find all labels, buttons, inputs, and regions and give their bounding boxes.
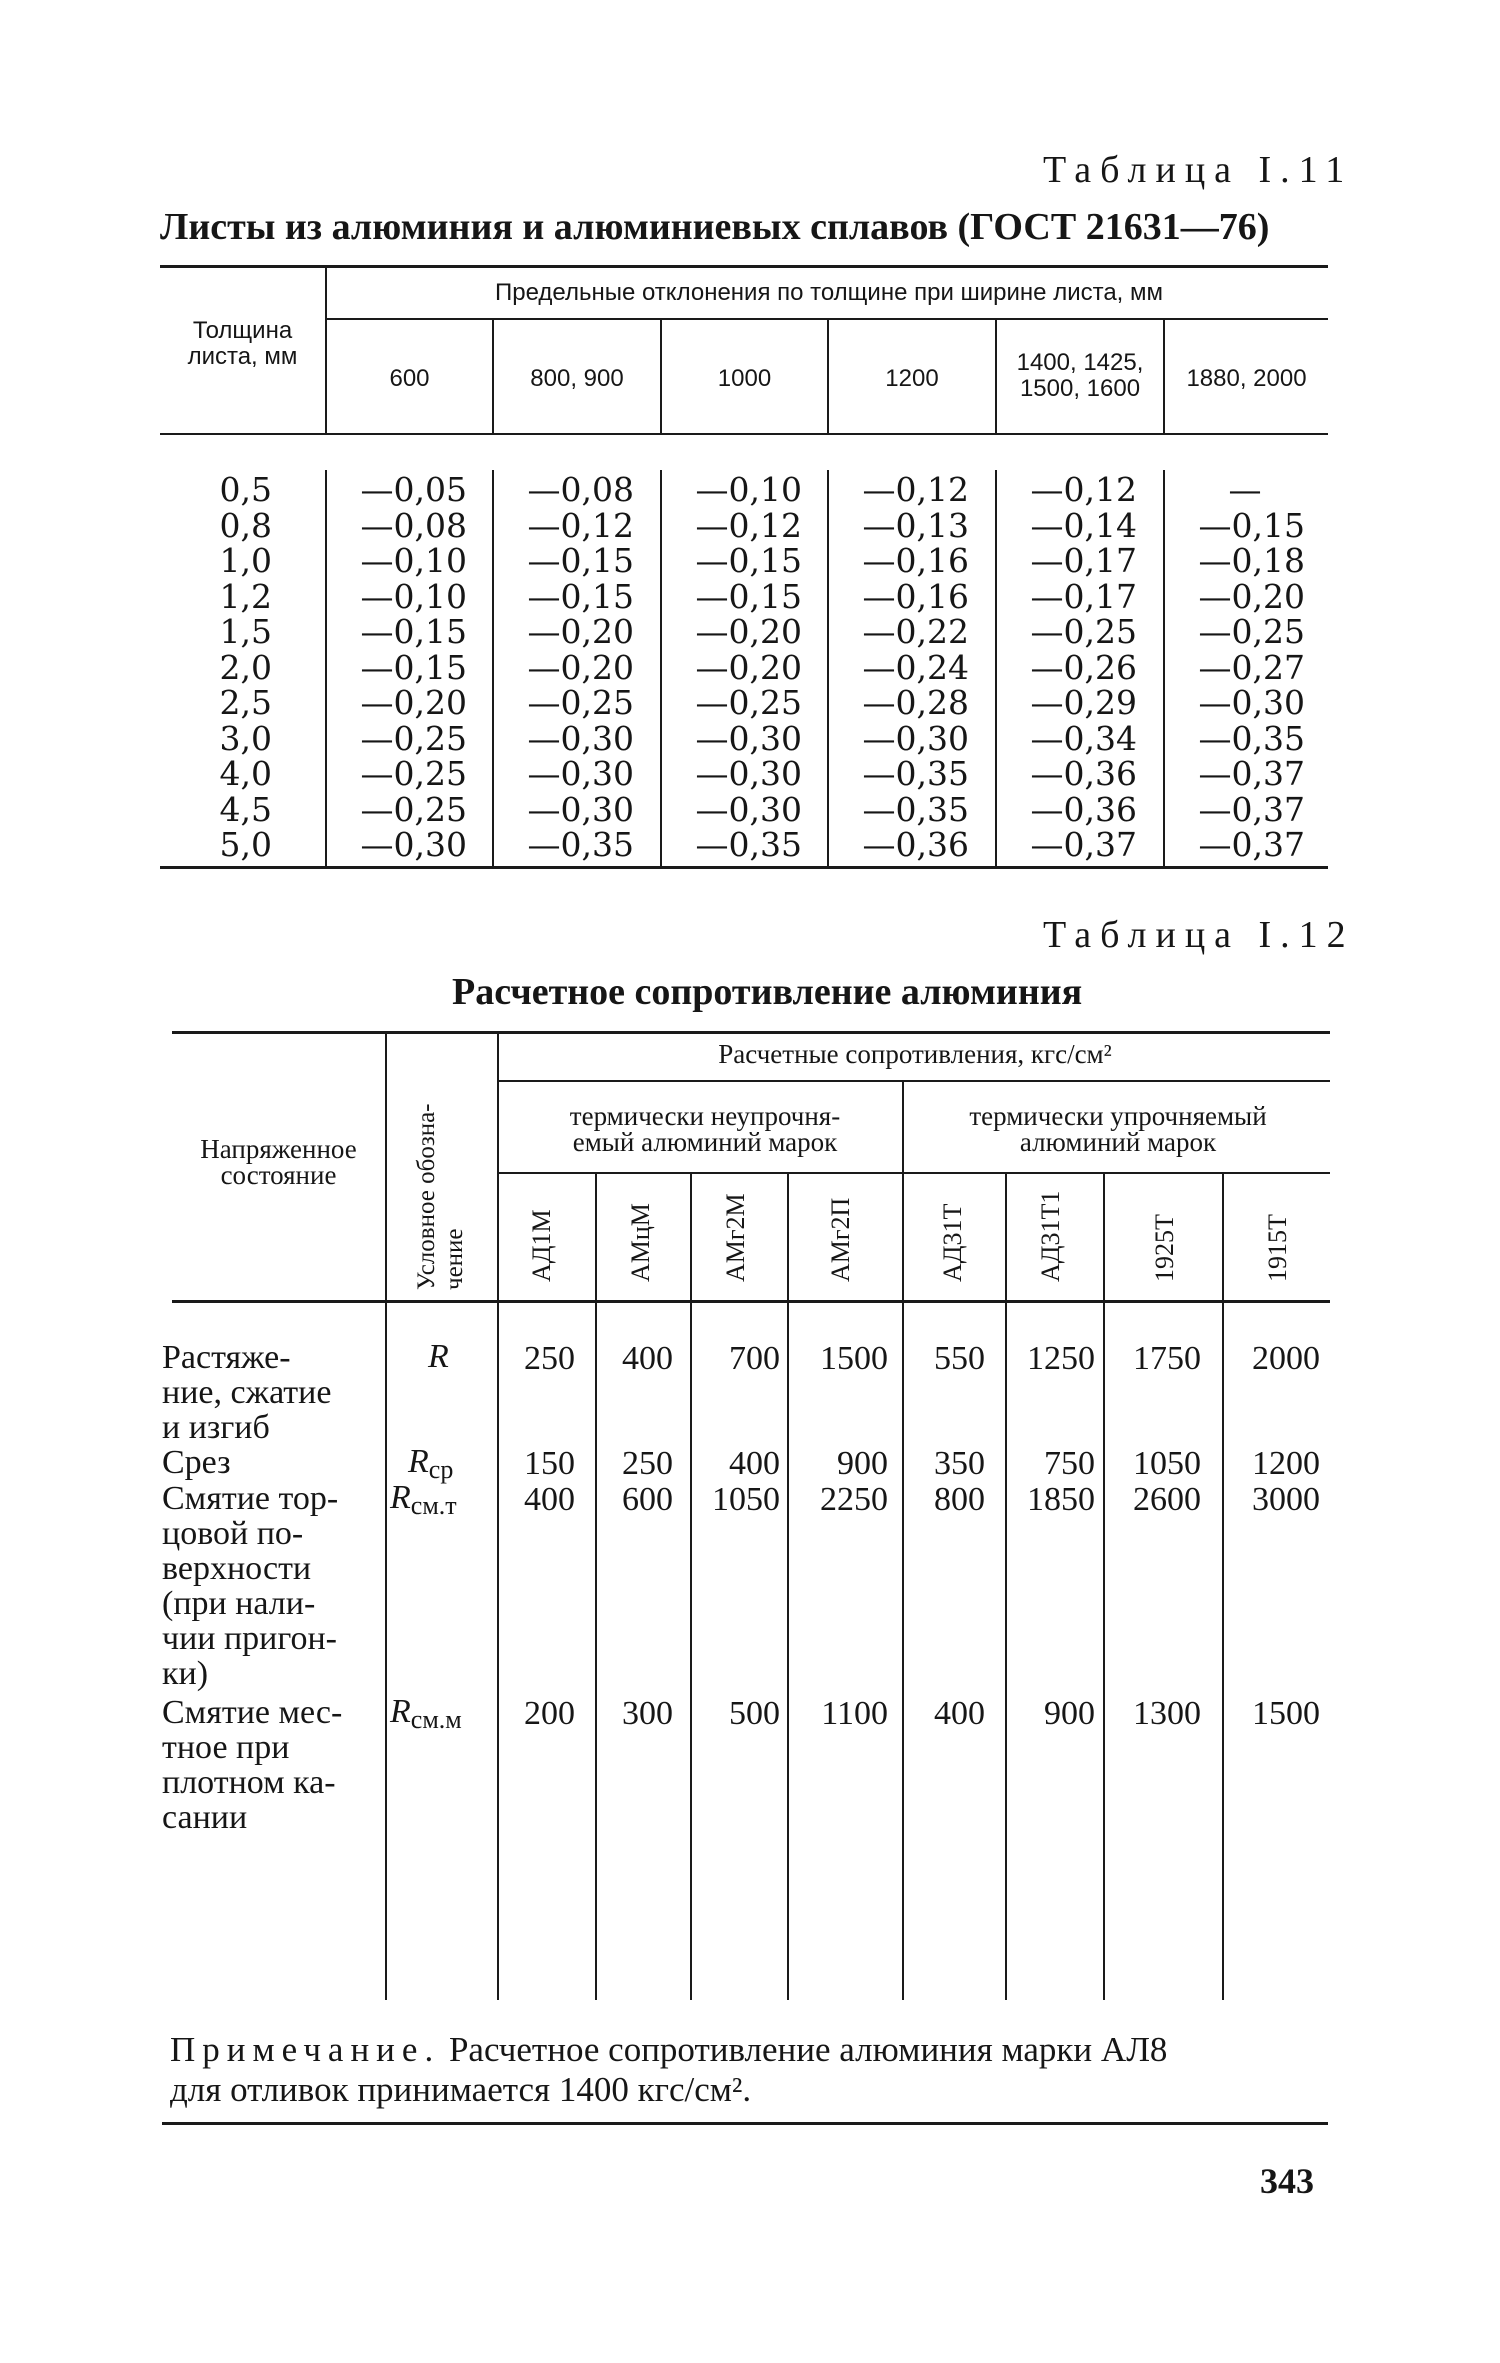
table2-title: Расчетное сопротивление алюминия: [452, 971, 1083, 1013]
t2-vline: [1222, 1303, 1224, 2000]
deviation-cell: —0,37: [1030, 825, 1137, 864]
symbol-subscript: ср: [428, 1455, 454, 1484]
thickness-cell: 0,8: [219, 505, 272, 545]
value-cell: 200: [524, 1695, 575, 1732]
deviation-cell: —0,35: [527, 825, 634, 864]
deviation-cell: —0,16: [862, 541, 969, 580]
thickness-cell: 2,0: [219, 647, 272, 687]
deviation-cell: —: [1228, 470, 1262, 509]
deviation-column-1200: [829, 472, 969, 863]
deviation-cell: —0,17: [1030, 576, 1137, 616]
value-cell: 900: [1044, 1695, 1095, 1732]
state-cell: Срез: [162, 1444, 231, 1481]
deviation-cell: —0,15: [695, 541, 802, 580]
deviation-cell: —0,17: [1030, 541, 1137, 580]
value-cell: 1750: [1133, 1340, 1201, 1377]
deviation-cell: —0,27: [1198, 647, 1305, 687]
resistance-group-header: Расчетные сопротивления, кгс/см²: [718, 1039, 1112, 1069]
table1-caption: Таблица I.11: [1043, 149, 1354, 191]
symbol-cell: [428, 1338, 449, 1380]
thickness-cell: 0,5: [219, 470, 272, 509]
deviation-cell: —0,25: [360, 718, 467, 758]
deviation-cell: —0,15: [527, 541, 634, 580]
deviation-cell: —0,30: [527, 718, 634, 758]
deviation-cell: —0,20: [695, 612, 802, 651]
non-hardened-subheader: термически неупрочня- емый алюминий марок: [569, 1101, 841, 1157]
deviation-cell: —0,36: [862, 825, 969, 864]
deviation-cell: —0,37: [1198, 789, 1305, 829]
deviation-column-600: [327, 472, 467, 863]
width-header-1400-1600: 1400, 1425, 1500, 1600: [1016, 349, 1144, 402]
deviation-cell: —0,15: [360, 647, 467, 687]
note: [170, 2030, 1167, 2070]
t2-vline: [385, 1034, 387, 1300]
thickness-cell: 4,5: [219, 789, 272, 829]
deviation-column-1000: [662, 472, 802, 863]
deviation-cell: —0,37: [1198, 754, 1305, 793]
table2-header-rule: [172, 1300, 1330, 1303]
value-cell: 2250: [820, 1481, 888, 1518]
value-cell: 400: [524, 1481, 575, 1518]
deviation-cell: —0,25: [695, 683, 802, 722]
deviation-cell: —0,30: [360, 825, 467, 864]
width-header-600: 600: [389, 365, 430, 392]
deviation-cell: —0,16: [862, 576, 969, 616]
value-cell: 250: [622, 1445, 673, 1482]
deviation-cell: —0,30: [527, 789, 634, 829]
value-cell: 1500: [820, 1340, 888, 1377]
value-cell: 1850: [1027, 1481, 1095, 1518]
value-cell: 1300: [1133, 1695, 1201, 1732]
deviation-cell: —0,15: [527, 576, 634, 616]
deviation-cell: —0,15: [360, 612, 467, 651]
deviation-cell: —0,28: [862, 683, 969, 722]
thickness-cell: 1,5: [219, 612, 272, 651]
deviation-cell: —0,14: [1030, 505, 1137, 545]
state-cell: Смятие тор- цовой по- верхности (при нали- чии пригон- ки): [162, 1480, 339, 1692]
symbol-cell: [390, 1693, 462, 1735]
width-header-1200: 1200: [885, 365, 939, 392]
value-cell: 400: [729, 1445, 780, 1482]
deviation-cell: —0,30: [527, 754, 634, 793]
symbol-subscript: см.т: [410, 1491, 457, 1520]
table2-grade-rule: [498, 1172, 1330, 1174]
deviation-cell: —0,13: [862, 505, 969, 545]
deviation-cell: —0,22: [862, 612, 969, 651]
value-cell: 1200: [1252, 1445, 1320, 1482]
value-cell: 1250: [1027, 1340, 1095, 1377]
thickness-cell: 1,2: [219, 576, 272, 616]
thickness-cell: 1,0: [219, 541, 272, 580]
value-cell: 2000: [1252, 1340, 1320, 1377]
t2-vline: [385, 1303, 387, 2000]
deviation-cell: —0,20: [527, 612, 634, 651]
deviation-cell: —0,20: [360, 683, 467, 722]
deviation-cell: —0,08: [527, 470, 634, 509]
symbol-subscript: см.м: [410, 1705, 462, 1734]
grade-label: АД31Т1: [1036, 1190, 1065, 1282]
grade-label: 1915Т: [1263, 1214, 1292, 1282]
value-cell: 1050: [1133, 1445, 1201, 1482]
state-header: Напряженное состояние: [200, 1134, 357, 1190]
deviation-cell: —0,20: [695, 647, 802, 687]
width-header-800-900: 800, 900: [530, 365, 624, 392]
width-header-1000: 1000: [717, 365, 772, 392]
value-cell: 1050: [712, 1481, 780, 1518]
note-line2: для отливок принимается 1400 кгс/см².: [170, 2070, 752, 2109]
deviation-cell: —0,36: [1030, 789, 1137, 829]
value-cell: 750: [1044, 1445, 1095, 1482]
t2-vline: [1222, 1174, 1224, 1300]
width-header-1880-2000: 1880, 2000: [1186, 365, 1307, 392]
t2-vline: [497, 1034, 499, 1300]
value-cell: 250: [524, 1340, 575, 1377]
thickness-cell: 4,0: [219, 754, 272, 793]
deviation-cell: —0,12: [527, 505, 634, 545]
table1-bottom-rule: [160, 866, 1328, 869]
value-cell: 700: [729, 1340, 780, 1377]
value-cell: 350: [934, 1445, 985, 1482]
deviation-cell: —0,30: [862, 718, 969, 758]
t2-vline: [1005, 1174, 1007, 1300]
table1-title: Листы из алюминия и алюминиевых сплавов (ГОСТ 21631—76): [160, 206, 1270, 248]
deviation-cell: —0,30: [695, 718, 802, 758]
deviation-cell: —0,10: [360, 541, 467, 580]
deviation-cell: —0,18: [1198, 541, 1305, 580]
t2-vline: [787, 1303, 789, 2000]
deviation-cell: —0,20: [1198, 576, 1305, 616]
deviation-cell: —0,25: [1030, 612, 1137, 651]
symbol-main: R: [408, 1443, 429, 1480]
deviation-cell: —0,34: [1030, 718, 1137, 758]
t2-vline: [1103, 1303, 1105, 2000]
note-rule: [162, 2122, 1328, 2125]
value-cell: 1500: [1252, 1695, 1320, 1732]
table2-top-rule: [172, 1031, 1330, 1034]
value-cell: 300: [622, 1695, 673, 1732]
grade-label: АМцМ: [626, 1203, 655, 1282]
value-cell: 500: [729, 1695, 780, 1732]
symbol-main: R: [428, 1338, 449, 1375]
state-cell: Смятие мес- тное при плотном ка- сании: [162, 1694, 343, 1836]
symbol-cell: [390, 1479, 457, 1521]
grade-label: АД1М: [527, 1209, 556, 1282]
deviation-cell: —0,10: [695, 470, 802, 509]
value-cell: 600: [622, 1481, 673, 1518]
symbol-main: R: [390, 1693, 411, 1730]
deviation-cell: —0,12: [862, 470, 969, 509]
deviation-cell: —0,12: [1030, 470, 1137, 509]
deviation-cell: —0,35: [862, 754, 969, 793]
symbol-main: R: [390, 1479, 411, 1516]
deviation-cell: —0,25: [360, 754, 467, 793]
deviation-cell: —0,20: [527, 647, 634, 687]
t2-vline: [1005, 1303, 1007, 2000]
thickness-cell: 5,0: [219, 825, 272, 864]
t2-vline: [902, 1303, 904, 2000]
deviation-cell: —0,05: [360, 470, 467, 509]
grade-label: АМг2М: [721, 1193, 750, 1282]
deviation-cell: —0,25: [1198, 612, 1305, 651]
t2-vline: [1103, 1174, 1105, 1300]
page-number: 343: [1260, 2161, 1314, 2201]
deviation-cell: —0,29: [1030, 683, 1137, 722]
deviation-cell: —0,30: [695, 789, 802, 829]
deviation-cell: —0,36: [1030, 754, 1137, 793]
deviation-cell: —0,26: [1030, 647, 1137, 687]
note-label: Примечание.: [170, 2030, 441, 2069]
t2-vline: [595, 1303, 597, 2000]
deviation-cell: —0,12: [695, 505, 802, 545]
value-cell: 2600: [1133, 1481, 1201, 1518]
table2-caption: Таблица I.12: [1043, 914, 1355, 956]
value-cell: 400: [934, 1695, 985, 1732]
deviation-column-800-900: [494, 472, 634, 863]
t2-vline: [787, 1174, 789, 1300]
value-cell: 1100: [821, 1695, 888, 1732]
thickness-cell: 3,0: [219, 718, 272, 758]
deviation-cell: —0,35: [695, 825, 802, 864]
t2-vline: [902, 1082, 904, 1300]
value-cell: 400: [622, 1340, 673, 1377]
thickness-cell: 2,5: [219, 683, 272, 722]
grade-label: АМг2П: [826, 1197, 855, 1282]
deviation-cell: —0,30: [695, 754, 802, 793]
width-group-header: Предельные отклонения по толщине при ширине листа, мм: [494, 279, 1164, 306]
t2-vline: [497, 1303, 499, 2000]
grade-label: АД31Т: [938, 1203, 967, 1282]
note-line1: Расчетное сопротивление алюминия марки АЛ8: [448, 2030, 1168, 2069]
value-cell: 900: [837, 1445, 888, 1482]
t2-vline: [690, 1303, 692, 2000]
deviation-column-1400-1600: [997, 472, 1137, 863]
deviation-cell: —0,25: [360, 789, 467, 829]
t1-vline: [325, 268, 327, 435]
deviation-column-1880-2000: [1165, 472, 1305, 863]
t2-vline: [595, 1174, 597, 1300]
deviation-cell: —0,35: [1198, 718, 1305, 758]
table2-group-rule: [498, 1080, 1330, 1082]
state-cell: Растяже- ние, сжатие и изгиб: [162, 1339, 332, 1446]
hardened-subheader: термически упрочняемый алюминий марок: [969, 1101, 1267, 1157]
value-cell: 3000: [1252, 1481, 1320, 1518]
deviation-cell: —0,08: [360, 505, 467, 545]
table1-top-rule: [160, 265, 1328, 268]
value-cell: 800: [934, 1481, 985, 1518]
deviation-cell: —0,35: [862, 789, 969, 829]
grade-label: 1925Т: [1150, 1214, 1179, 1282]
value-cell: 550: [934, 1340, 985, 1377]
table1-header-rule: [160, 433, 1328, 435]
symbol-header: Условное обозна- чение: [413, 1103, 468, 1290]
deviation-cell: —0,15: [1198, 505, 1305, 545]
deviation-cell: —0,15: [695, 576, 802, 616]
deviation-cell: —0,24: [862, 647, 969, 687]
deviation-cell: —0,30: [1198, 683, 1305, 722]
thickness-header: Толщина листа, мм: [187, 317, 298, 370]
deviation-cell: —0,37: [1198, 825, 1305, 864]
value-cell: 150: [524, 1445, 575, 1482]
t2-vline: [690, 1174, 692, 1300]
deviation-cell: —0,10: [360, 576, 467, 616]
deviation-cell: —0,25: [527, 683, 634, 722]
thickness-column: [160, 472, 272, 863]
